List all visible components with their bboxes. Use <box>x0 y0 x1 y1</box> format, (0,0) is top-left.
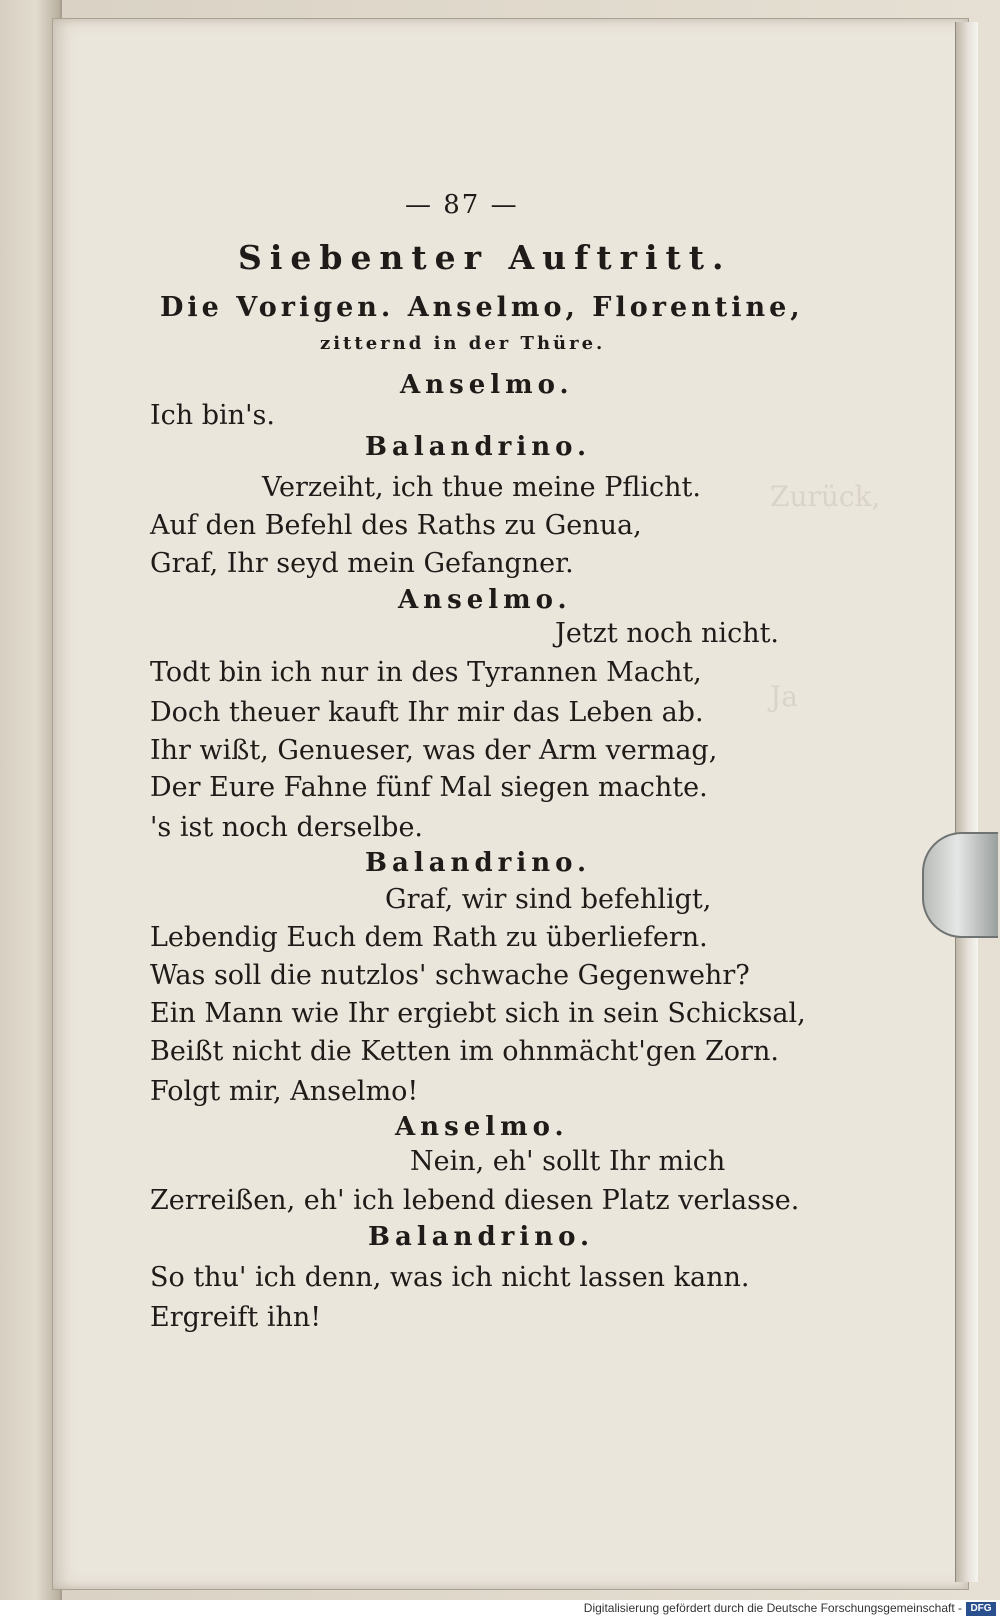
speaker-name: Anselmo. <box>398 585 572 615</box>
show-through-text: Ja <box>770 680 798 713</box>
page-clip <box>922 832 998 938</box>
verse-line: Zerreißen, eh' ich lebend diesen Platz verlasse. <box>150 1185 800 1216</box>
verse-line: Lebendig Euch dem Rath zu überliefern. <box>150 922 708 953</box>
speaker-name: Anselmo. <box>395 1112 569 1142</box>
verse-line: Ihr wißt, Genueser, was der Arm vermag, <box>150 735 718 766</box>
show-through-text: Zurück, <box>770 480 881 513</box>
speaker-name: Balandrino. <box>368 1222 595 1252</box>
verse-line: Doch theuer kauft Ihr mir das Leben ab. <box>150 697 704 728</box>
page-stack-edge <box>955 22 978 1582</box>
stage-direction: Die Vorigen. Anselmo, Florentine, <box>160 292 804 323</box>
verse-line: Auf den Befehl des Raths zu Genua, <box>150 510 642 541</box>
verse-line: Jetzt noch nicht. <box>555 618 780 649</box>
verse-line: Ein Mann wie Ihr ergiebt sich in sein Schicksal, <box>150 998 806 1029</box>
verse-line: Graf, Ihr seyd mein Gefangner. <box>150 548 574 579</box>
verse-line: Beißt nicht die Ketten im ohnmächt'gen Zorn. <box>150 1036 779 1067</box>
speaker-name: Balandrino. <box>365 432 592 462</box>
verse-line: Was soll die nutzlos' schwache Gegenwehr? <box>150 960 750 991</box>
verse-line: Graf, wir sind befehligt, <box>385 884 712 915</box>
scene-title: Siebenter Auftritt. <box>238 238 732 277</box>
verse-line: So thu' ich denn, was ich nicht lassen kann. <box>150 1262 750 1293</box>
page-number: — 87 — <box>405 190 519 220</box>
dfg-logo: DFG <box>966 1602 996 1616</box>
verse-line: Der Eure Fahne fünf Mal siegen machte. <box>150 772 708 803</box>
verse-line: Todt bin ich nur in des Tyrannen Macht, <box>150 657 702 688</box>
stage-direction-detail: zitternd in der Thüre. <box>320 333 606 354</box>
verse-line: Ergreift ihn! <box>150 1302 322 1333</box>
speaker-name: Balandrino. <box>365 848 592 878</box>
verse-line: Ich bin's. <box>150 400 275 431</box>
verse-line: 's ist noch derselbe. <box>150 812 424 843</box>
speaker-name: Anselmo. <box>400 370 574 400</box>
verse-line: Folgt mir, Anselmo! <box>150 1076 419 1107</box>
funding-credit: Digitalisierung gefördert durch die Deutsche Forschungsgemeinschaft - <box>583 1601 962 1615</box>
verse-line: Verzeiht, ich thue meine Pflicht. <box>262 472 701 503</box>
verse-line: Nein, eh' sollt Ihr mich <box>410 1146 726 1177</box>
